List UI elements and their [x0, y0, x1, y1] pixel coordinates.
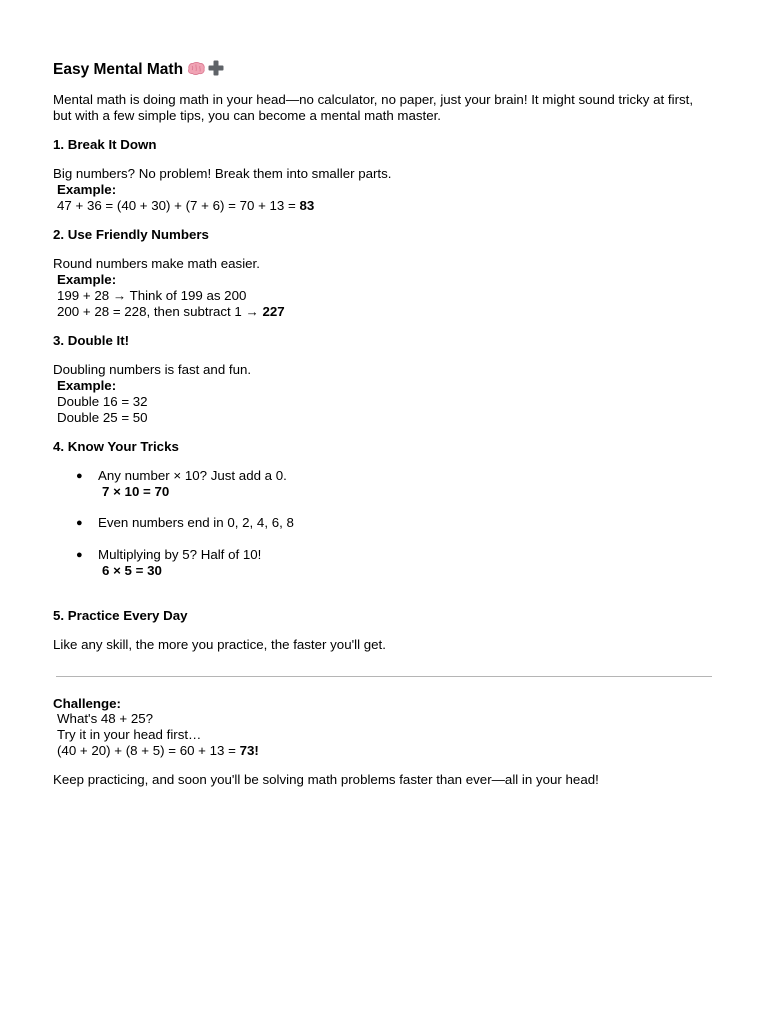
section-1-text: Big numbers? No problem! Break them into smaller parts. — [53, 166, 392, 181]
section-3-example-line-2: Double 25 = 50 — [57, 410, 148, 425]
section-2-example-line-2 — [57, 304, 285, 320]
challenge-label: Challenge: — [53, 696, 121, 711]
list-item: Even numbers end in 0, 2, 4, 6, 8 — [98, 515, 294, 530]
horizontal-divider — [56, 676, 712, 677]
section-3-example-line-1: Double 16 = 32 — [57, 394, 148, 409]
example-answer: 83 — [299, 198, 315, 213]
bullet-icon: ● — [76, 549, 83, 561]
bullet-icon: ● — [76, 517, 83, 529]
challenge-question: What's 48 + 25? — [57, 711, 154, 726]
plus-icon — [207, 59, 225, 77]
section-5-heading: 5. Practice Every Day — [53, 608, 188, 623]
section-2-example-line-1: 199 + 28 → Think of 199 as 200 — [57, 288, 247, 303]
list-item-example: 7 × 10 = 70 — [102, 484, 170, 499]
section-1-heading: 1. Break It Down — [53, 137, 157, 152]
section-2-heading: 2. Use Friendly Numbers — [53, 227, 209, 242]
section-4-heading: 4. Know Your Tricks — [53, 439, 179, 454]
brain-icon — [187, 62, 206, 75]
solution-text: (40 + 20) + (8 + 5) = 60 + 13 = — [57, 743, 240, 758]
challenge-hint: Try it in your head first… — [57, 727, 202, 742]
example-text: 200 + 28 = 228, then subtract 1 → — [57, 304, 263, 319]
intro-paragraph: Mental math is doing math in your head—no calculator, no paper, just your brain! It might sound tricky at first, but with a few simple tips, you can become a mental math master. — [53, 92, 694, 123]
example-text: 47 + 36 = (40 + 30) + (7 + 6) = 70 + 13 = — [57, 198, 300, 213]
list-item: Multiplying by 5? Half of 10! — [98, 547, 262, 562]
list-item-example: 6 × 5 = 30 — [102, 563, 162, 578]
section-3-text: Doubling numbers is fast and fun. — [53, 362, 252, 377]
closing-paragraph: Keep practicing, and soon you'll be solving math problems faster than ever—all in your head! — [53, 772, 599, 787]
section-3-heading: 3. Double It! — [53, 333, 130, 348]
section-1-example-label: Example: — [57, 182, 117, 197]
section-2-example-label: Example: — [57, 272, 117, 287]
section-1-example-line — [57, 198, 314, 214]
challenge-solution — [57, 743, 259, 759]
bullet-icon: ● — [76, 470, 83, 482]
example-answer: 227 — [262, 304, 285, 319]
title-text: Easy Mental Math — [53, 61, 184, 78]
page-title — [53, 59, 225, 80]
section-5-text: Like any skill, the more you practice, the faster you'll get. — [53, 637, 386, 652]
list-item: Any number × 10? Just add a 0. — [98, 468, 287, 483]
section-3-example-label: Example: — [57, 378, 117, 393]
section-2-text: Round numbers make math easier. — [53, 256, 260, 271]
solution-answer: 73! — [239, 743, 259, 758]
